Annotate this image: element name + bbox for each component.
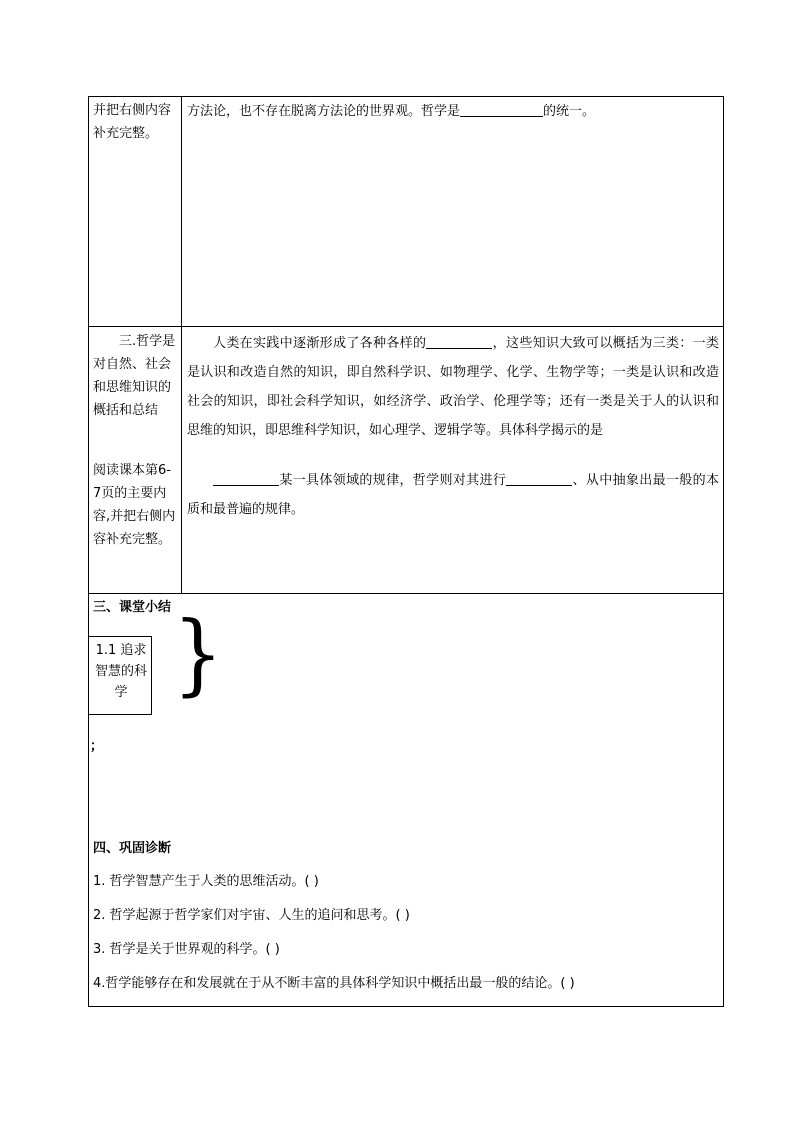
quiz-item-1: 1. 哲学智慧产生于人类的思维活动。( ) — [93, 874, 319, 889]
quiz-item-2: 2. 哲学起源于哲学家们对宇宙、人生的追问和思考。( ) — [93, 908, 410, 923]
fill-blank[interactable] — [426, 334, 492, 349]
para2-text-mid: 某一具体领域的规律，哲学则对其进行 — [279, 473, 507, 488]
quiz-heading: 四、巩固诊断 — [93, 841, 172, 856]
row2-paragraph-1 — [187, 329, 719, 445]
row2-left-note: 阅读课本第6-7页的主要内容,并把右侧内容补充完整。 — [93, 463, 176, 547]
summary-semicolon: ； — [90, 739, 104, 754]
row-divider-1 — [88, 326, 724, 327]
fill-blank[interactable] — [213, 471, 279, 486]
quiz-item-4: 4.哲学能够存在和发展就在于从不断丰富的具体科学知识中概括出最一般的结论。( ) — [93, 976, 575, 991]
curly-brace-icon: } — [172, 602, 224, 705]
para1-text-after: ，这些知识大致可以概括为三类：一类是认识和改造自然的知识，即自然科学识、如物理学、化学、生物学等；一类是认识和改造社会的知识，即社会科学知识，如经济学、政治学、伦理学等；还有一类是关于人的认识和思维的知识，即思维科学知识，如心理学、逻辑学等。具体科学揭示的是 — [187, 336, 719, 438]
column-divider — [181, 96, 182, 593]
row2-left-title: 三.哲学是对自然、社会和思维知识的概括和总结 — [93, 334, 176, 418]
fill-blank[interactable] — [506, 471, 572, 486]
row1-left-text: 并把右侧内容补充完整。 — [93, 103, 172, 141]
summary-heading: 三、课堂小结 — [93, 600, 172, 615]
row2-paragraph-2 — [187, 466, 719, 524]
row-divider-2 — [88, 593, 724, 594]
row1-right-text — [187, 97, 595, 127]
para1-text-before: 人类在实践中逐渐形成了各种各样的 — [213, 336, 427, 351]
row1-text-before: 方法论，也不存在脱离方法论的世界观。哲学是 — [187, 104, 461, 119]
para2-text-after: 、从中抽象出最一般的本质和最普遍的规律。 — [187, 473, 719, 517]
row1-text-after: 的统一。 — [543, 104, 596, 119]
summary-box-label: 1.1 追求智慧的科学 — [95, 643, 148, 700]
fill-blank[interactable] — [460, 102, 543, 117]
quiz-item-3: 3. 哲学是关于世界观的科学。( ) — [93, 942, 280, 957]
